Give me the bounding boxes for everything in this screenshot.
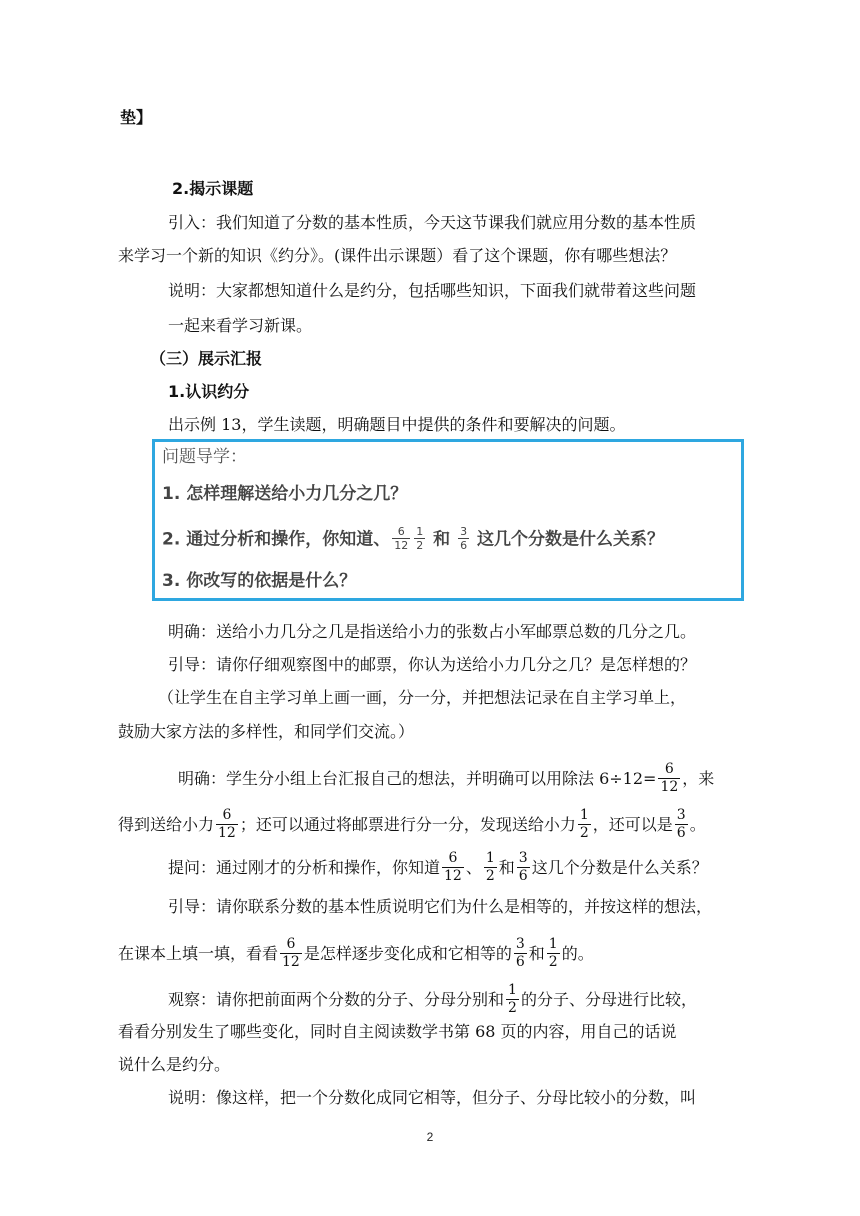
fraction-denominator: 12 [394, 539, 409, 552]
fraction-denominator: 2 [579, 825, 589, 841]
paragraph-question [168, 851, 708, 886]
paragraph-example-13: 出示例 13，学生读题，明确题目中提供的条件和要解决的问题。 [168, 415, 626, 434]
fraction-denominator: 2 [485, 868, 495, 884]
section-heading-learn-reduction: 1.认识约分 [168, 382, 250, 401]
fraction-six-twelfths [280, 936, 302, 971]
fraction-one-half [484, 850, 497, 885]
text-segment: 得到送给小力 [118, 815, 215, 834]
paragraph-clarify-2-line-2 [118, 808, 706, 843]
fraction-three-sixths [458, 525, 469, 552]
fraction-numerator: 3 [518, 850, 528, 866]
section-heading-show-report: （三）展示汇报 [150, 349, 263, 368]
fraction-numerator: 1 [485, 850, 495, 866]
fraction-numerator: 6 [222, 807, 232, 823]
paragraph-explain-2: 说明：像这样，把一个分数化成同它相等，但分子、分母比较小的分数，叫 [168, 1088, 697, 1107]
fraction-one-half [506, 982, 519, 1017]
fraction-denominator: 12 [282, 954, 300, 970]
guided-question-3: 3. 你改写的依据是什么？ [162, 571, 357, 591]
paragraph-intro-line-2: 来学习一个新的知识《约分》。(课件出示课题）看了这个课题，你有哪些想法？ [118, 246, 677, 265]
paragraph-note-line-1: （让学生在自主学习单上画一画，分一分，并把想法记录在自主学习单上， [158, 688, 687, 707]
fraction-numerator: 6 [397, 525, 405, 538]
fraction-numerator: 6 [286, 936, 296, 952]
guided-question-1: 1. 怎样理解送给小力几分之几？ [162, 484, 408, 504]
fraction-three-sixths [675, 807, 688, 842]
fraction-one-half [547, 936, 560, 971]
carry-over-text: 垫】 [120, 108, 153, 127]
fraction-denominator: 12 [218, 825, 236, 841]
paragraph-intro-line-1: 引入：我们知道了分数的基本性质，今天这节课我们就应用分数的基本性质 [168, 213, 697, 232]
fraction-six-twelfths [392, 525, 410, 552]
fraction-denominator: 12 [660, 779, 679, 795]
fraction-six-twelfths [442, 850, 464, 885]
fraction-denominator: 12 [444, 868, 462, 884]
text-segment: ；还可以通过将邮票进行分一分，发现送给小力 [239, 815, 576, 834]
paragraph-clarify-1: 明确：送给小力几分之几是指送给小力的张数占小军邮票总数的几分之几。 [168, 622, 697, 641]
text-segment: ，还可以是 [592, 815, 673, 834]
fraction-denominator: 6 [460, 539, 468, 552]
text-segment: 观察：请你把前面两个分数的分子、分母分别和 [168, 990, 505, 1009]
guided-questions-box [152, 439, 744, 601]
paragraph-guide-2-line-2 [118, 937, 594, 972]
fraction-six-twelfths [216, 807, 238, 842]
fraction-one-half [578, 807, 591, 842]
text-segment: 是怎样逐步变化成和它相等的 [303, 944, 512, 963]
fraction-one-half [414, 525, 425, 552]
text-segment: 在课本上填一填，看看 [118, 944, 279, 963]
text-segment: 的。 [561, 944, 594, 963]
paragraph-clarify-2-line-1 [178, 762, 714, 797]
text-segment: 和 [528, 944, 545, 963]
fraction-numerator: 3 [515, 936, 525, 952]
section-heading-reveal-topic: 2.揭示课题 [172, 179, 254, 198]
guided-question-2-text-b: 和 [433, 529, 451, 550]
fraction-three-sixths [514, 936, 527, 971]
fraction-numerator: 1 [416, 525, 424, 538]
text-segment: 的分子、分母进行比较， [520, 990, 697, 1009]
fraction-denominator: 6 [515, 954, 525, 970]
fraction-denominator: 2 [548, 954, 558, 970]
paragraph-explain-line-2: 一起来看学习新课。 [168, 316, 313, 335]
fraction-numerator: 1 [508, 982, 517, 998]
fraction-numerator: 1 [579, 807, 589, 823]
fraction-numerator: 3 [676, 807, 686, 823]
fraction-denominator: 2 [416, 539, 424, 552]
guided-question-2 [162, 526, 664, 553]
guided-question-2-text-c: 这几个分数是什么关系？ [476, 529, 664, 550]
fraction-numerator: 6 [664, 761, 674, 777]
fraction-numerator: 6 [448, 850, 458, 866]
guided-question-2-text-a: 2. 通过分析和操作，你知道、 [162, 529, 391, 550]
fraction-numerator: 3 [460, 525, 468, 538]
paragraph-guide-1: 引导：请你仔细观察图中的邮票，你认为送给小力几分之几？是怎样想的？ [168, 655, 697, 674]
page-number: 2 [426, 1130, 434, 1144]
guided-questions-title: 问题导学： [162, 447, 247, 467]
paragraph-explain-line-1: 说明：大家都想知道什么是约分，包括哪些知识，下面我们就带着这些问题 [168, 281, 697, 300]
paragraph-note-line-2: 鼓励大家方法的多样性，和同学们交流。） [118, 722, 415, 741]
fraction-denominator: 2 [508, 1000, 517, 1016]
text-segment: 、 [465, 858, 482, 877]
text-segment: 这几个分数是什么关系？ [531, 858, 708, 877]
paragraph-observe-line-2: 看看分别发生了哪些变化，同时自主阅读数学书第 68 页的内容，用自己的话说 [118, 1022, 677, 1041]
fraction-numerator: 1 [548, 936, 558, 952]
text-segment: 。 [689, 815, 706, 834]
text-segment: ，来 [682, 769, 715, 788]
paragraph-observe-line-3: 说什么是约分。 [118, 1055, 231, 1074]
paragraph-observe-line-1 [168, 983, 697, 1018]
fraction-denominator: 6 [676, 825, 686, 841]
fraction-denominator: 6 [518, 868, 528, 884]
paragraph-guide-2-line-1: 引导：请你联系分数的基本性质说明它们为什么是相等的，并按这样的想法， [168, 897, 713, 916]
fraction-three-sixths [517, 850, 530, 885]
text-segment: 和 [498, 858, 515, 877]
fraction-six-twelfths [658, 761, 680, 796]
text-segment: 明确：学生分小组上台汇报自己的想法，并明确可以用除法 6÷12= [178, 769, 657, 788]
text-segment: 提问：通过刚才的分析和操作，你知道 [168, 858, 441, 877]
